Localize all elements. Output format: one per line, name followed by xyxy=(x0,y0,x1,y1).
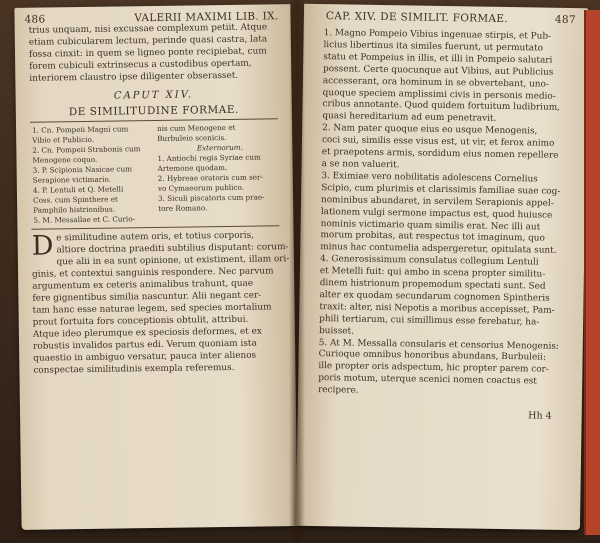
text-line: forem cubiculi extrinsecus a custodibus opertam, xyxy=(29,58,252,72)
text-line: quaestio in ambiguo versatur, pauca inter alienos xyxy=(33,350,257,364)
text-line: et Metelli fuit: qui ambo in scena propter similitu- xyxy=(319,266,546,280)
signature-mark: Hh 4 xyxy=(528,410,552,422)
contents-entry: 4. P. Lentuli et Q. Metelli xyxy=(32,183,124,195)
text-line: altiore doctrina praediti subtilius disputant: corum- xyxy=(56,241,289,255)
text-line: minus hac contumelia adspergeretur, opitulata sunt. xyxy=(320,242,557,257)
text-line: trius unquam, nisi excussae complexum petiit. Atque xyxy=(28,22,268,36)
contents-entry: 3. Siculi piscatoris cum prae- xyxy=(157,192,265,203)
left-page-number: 486 xyxy=(24,13,46,26)
left-page xyxy=(14,4,297,530)
text-line: a se non valuerit. xyxy=(321,159,400,171)
left-top-paragraph xyxy=(15,22,292,85)
text-line: que alii in ea sunt opinione, ut existiment, illam ori- xyxy=(56,253,290,267)
text-line: traxit: alter, nisi Nepotis a moribus accepisset, Pam- xyxy=(319,301,555,316)
text-line: Atque ideo plerumque ex speciosis deformes, et ex xyxy=(32,326,262,340)
contents-entry: Vibio et Publicio. xyxy=(32,134,95,145)
text-line: fossa cinxit: in quem se ligneo ponte recipiebat, cum xyxy=(28,46,267,60)
contents-right-column xyxy=(157,122,283,224)
text-line: tam hanc esse naturae legem, sed species mortalium xyxy=(32,301,272,316)
book-cover-edge xyxy=(584,10,600,535)
contents-entry: 2. Cn. Pompeii Strabonis cum xyxy=(32,143,141,155)
text-line: cribus annotante. Quod quidem fortuitum ludibrium, xyxy=(322,99,561,114)
chapter-label: CAPUT XIV. xyxy=(113,88,194,102)
text-line: 3. Eximiae vero nobilitatis adolescens Cornelius xyxy=(321,170,538,185)
text-line: possent. Certe quocunque aut Vibius, aut Publicius xyxy=(323,63,554,78)
text-line: 4. Generosissimum consulatus collegium Lentuli xyxy=(320,254,539,268)
text-line: recipere. xyxy=(317,385,359,396)
contents-entry: 1. Cn. Pompeii Magni cum xyxy=(32,123,129,135)
text-line: coci sui, similis esse visus est, ut vir, et ferox animo xyxy=(321,135,555,149)
text-line: phili tertiarum, cui simillimus esse ferebatur, ha- xyxy=(319,313,540,328)
contents-entry: 1. Antiochi regis Syriae cum xyxy=(157,152,261,163)
text-line: dinem histrionum propemodum spectati sunt. Sed xyxy=(319,278,546,292)
text-line: ille propter oris adspectum, hic propter parem cor- xyxy=(318,361,549,376)
text-line: etiam cubicularem lectum, perinde quasi castra, lata xyxy=(28,34,268,48)
text-line: 2. Nam pater quoque eius eo usque Menogenis, xyxy=(322,123,538,137)
contents-entry: 5. M. Messallae et C. Curio- xyxy=(33,213,136,225)
text-line: nominis victimario quam similis erat. Nec illi aut xyxy=(320,218,541,233)
text-line: nominibus abundaret, in servilem Serapionis appel- xyxy=(320,194,554,209)
right-page-number: 487 xyxy=(554,13,576,27)
contents-entry: 3. P. Scipionis Nasicae cum xyxy=(32,163,133,175)
drop-cap: D xyxy=(31,229,54,262)
contents-entry: Pamphilo histrionibus. xyxy=(33,204,116,215)
externorum-heading: Externorum. xyxy=(196,142,243,152)
chapter-body xyxy=(18,229,296,377)
text-line: fere gignentibus similia nascuntur. Alii negant cer- xyxy=(32,290,262,304)
book-gutter xyxy=(289,0,305,543)
text-line: robustis invalidos partus edi. Verum quoniam ista xyxy=(33,338,257,352)
text-line: statu et Pompeius in illis, et illi in Pompeio salutari xyxy=(323,51,553,66)
text-line: licius libertinus ita similes fuerunt, ut permutato xyxy=(323,40,544,54)
text-line: conspectae similitudinis exempla referemus. xyxy=(33,362,235,376)
text-line: interiorem claustro ipse diligenter obserasset. xyxy=(29,70,239,84)
contents-left-column xyxy=(32,124,158,226)
text-line: quasi hereditarium ad eum penetravit. xyxy=(322,111,497,125)
right-page xyxy=(296,4,588,530)
left-running-title: VALERII MAXIMI LIB. IX. xyxy=(134,10,279,25)
text-line: buisset. xyxy=(318,325,355,337)
text-line: prout fortuita fors conceptionis obtulit, attribui. xyxy=(32,314,249,328)
chapter-contents xyxy=(16,122,293,226)
contents-entry: 2. Hybreae oratoris cum ser- xyxy=(157,172,263,183)
contents-entry: Serapione victimario. xyxy=(32,174,112,185)
contents-entry: vo Cymaeorum publico. xyxy=(157,182,244,193)
text-line: Curioque omnibus honoribus abundans, Burbuleii: xyxy=(318,349,547,364)
text-line: Scipio, cum plurimis et clarissimis familiae suae cog- xyxy=(321,182,561,197)
contents-entry: tore Romano. xyxy=(158,202,208,213)
contents-entry: Artemone quodam. xyxy=(157,162,228,173)
right-page-text xyxy=(298,22,588,402)
contents-entry: Coss. cum Spinthere et xyxy=(32,194,118,205)
contents-entry: Burbuleio scenicis. xyxy=(157,132,227,143)
text-line: et praepotens armis, sordidum eius nomen repellere xyxy=(321,147,559,161)
right-running-title: CAP. XIV. DE SIMILIT. FORMAE. xyxy=(325,10,509,26)
text-line: 5. At M. Messalla consularis et censorius Menogenis: xyxy=(318,337,560,352)
text-line: accesserant, ora hominum in se obvertebant, uno- xyxy=(322,75,549,90)
contents-entry: Menogene coquo. xyxy=(32,154,98,165)
text-line: alter ex quodam secundarum cognomen Spintheris xyxy=(319,290,550,304)
text-line: ginis, et contextui sanguinis respondere. Nec parvum xyxy=(32,265,274,280)
text-line: 1. Magno Pompeio Vibius ingenuae stirpis, et Pub- xyxy=(323,28,552,42)
contents-entry: nis cum Menogene et xyxy=(156,122,236,133)
text-line: quoque speciem amplissimi civis in personis medio- xyxy=(322,87,556,102)
text-line: e similitudine autem oris, et totius corporis, xyxy=(56,230,255,243)
text-line: lationem vulgi sermone impactus est, quod huiusce xyxy=(320,206,553,221)
text-line: poris motum, uterque scenici nomen coactus est xyxy=(318,373,537,387)
chapter-title: DE SIMILITUDINE FORMAE. xyxy=(68,103,239,118)
text-line: argumentum ex ceteris animalibus trahunt, quae xyxy=(32,278,254,292)
text-line: morum probitas, aut respectus tot imaginum, quo xyxy=(320,230,545,245)
